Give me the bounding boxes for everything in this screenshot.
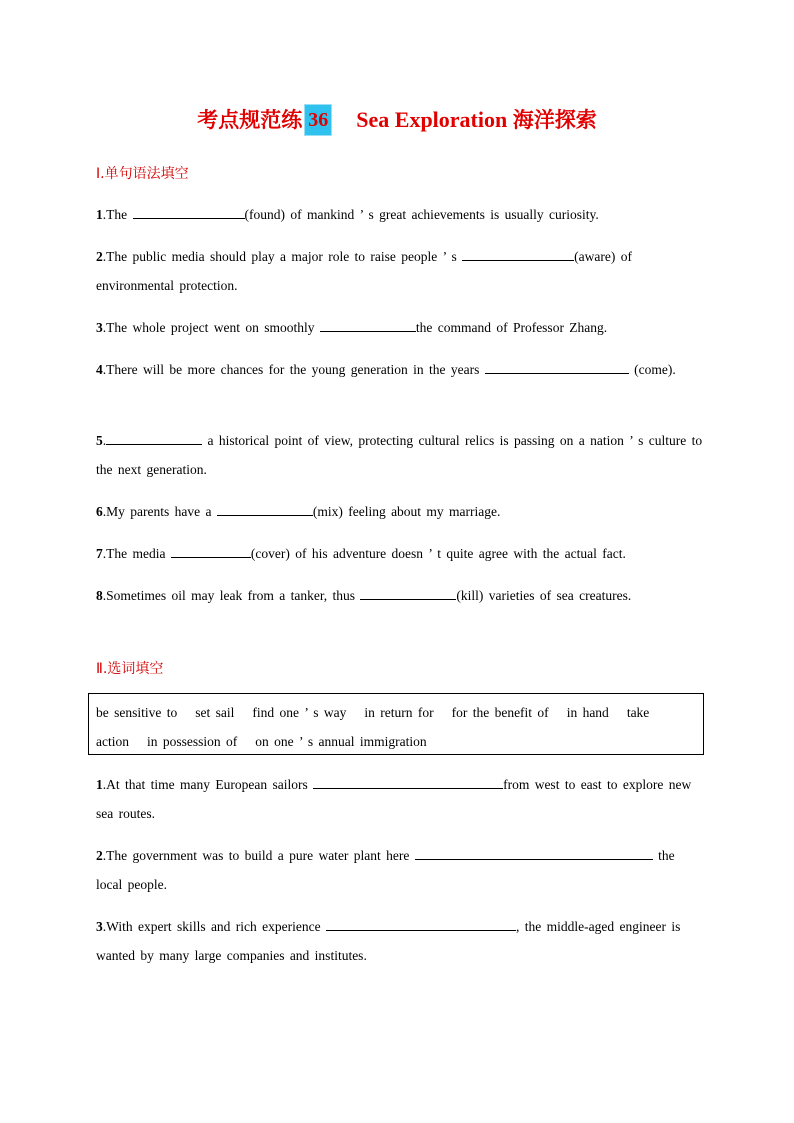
question-text: .My parents have a [102, 504, 217, 519]
question-text: .There will be more chances for the young generation in the years [102, 362, 485, 377]
question-number: 6 [96, 504, 103, 519]
word-bank-item: be sensitive to [96, 705, 178, 720]
question-text: .The government was to build a pure water plant here [102, 848, 415, 863]
question-number: 8 [96, 588, 103, 603]
choice-question-2 [96, 841, 706, 899]
question-text: (cover) of his adventure doesn ’ t quite agree with the actual fact. [250, 546, 626, 561]
question-number: 2 [96, 848, 103, 863]
page-title [0, 104, 794, 136]
question-text: .At that time many European sailors [102, 777, 314, 792]
question-number: 2 [96, 249, 103, 264]
question-number: 3 [96, 919, 103, 934]
answer-blank[interactable] [415, 845, 653, 860]
question-number: 4 [96, 362, 103, 377]
question-number: 1 [96, 777, 103, 792]
word-bank-item: find one ’ s way [252, 705, 347, 720]
question-7 [96, 539, 706, 568]
answer-blank[interactable] [326, 916, 516, 931]
answer-blank[interactable] [171, 543, 251, 558]
answer-blank[interactable] [462, 246, 574, 261]
question-number: 1 [96, 207, 103, 222]
question-number: 3 [96, 320, 103, 335]
question-text: . [102, 433, 107, 448]
section-heading-grammar: Ⅰ.单句语法填空 [96, 166, 189, 182]
word-bank-item: for the benefit of [451, 705, 549, 720]
answer-blank[interactable] [106, 430, 202, 445]
word-bank-item: in hand [566, 705, 609, 720]
title-en: Sea Exploration [356, 107, 508, 132]
answer-blank[interactable] [133, 204, 245, 219]
question-text: .The public media should play a major role to raise people ’ s [102, 249, 463, 264]
choice-question-1 [96, 770, 706, 828]
choice-question-3 [96, 912, 706, 970]
word-bank-item: take action [96, 705, 650, 749]
title-number-badge: 36 [304, 104, 332, 136]
title-cn-suffix: 海洋探索 [512, 108, 597, 132]
word-bank-item: in return for [364, 705, 434, 720]
question-number: 5 [96, 433, 103, 448]
question-6 [96, 497, 706, 526]
question-5 [96, 426, 706, 484]
question-text: (found) of mankind ’ s great achievements is usually curiosity. [244, 207, 599, 222]
word-bank-item: set sail [195, 705, 235, 720]
question-text: .The media [102, 546, 171, 561]
question-text: (mix) feeling about my marriage. [312, 504, 501, 519]
word-bank-item: in possession of [147, 734, 238, 749]
word-bank-box [88, 693, 704, 755]
question-text: from west to east to explore new sea routes. [96, 777, 692, 821]
question-text: (come). [628, 362, 676, 377]
question-text: .The [102, 207, 133, 222]
question-text: .With expert skills and rich experience [102, 919, 327, 934]
question-4 [96, 355, 706, 384]
question-text: a historical point of view, protecting cultural relics is passing on a nation ’ s culture to the next generation. [96, 433, 703, 477]
question-text: , the middle-aged engineer is wanted by many large companies and institutes. [96, 919, 681, 963]
section-heading-word-choice: Ⅱ.选词填空 [96, 661, 164, 677]
question-text: (aware) of environmental protection. [96, 249, 632, 293]
question-text: (kill) varieties of sea creatures. [456, 588, 632, 603]
word-bank-item: on one ’ s annual immigration [255, 734, 427, 749]
answer-blank[interactable] [485, 359, 629, 374]
question-number: 7 [96, 546, 103, 561]
question-text: .Sometimes oil may leak from a tanker, thus [102, 588, 361, 603]
answer-blank[interactable] [217, 501, 313, 516]
question-3 [96, 313, 706, 342]
answer-blank[interactable] [360, 585, 456, 600]
question-text: the command of Professor Zhang. [415, 320, 608, 335]
question-2 [96, 242, 706, 300]
question-text: .The whole project went on smoothly [102, 320, 320, 335]
question-8 [96, 581, 706, 610]
answer-blank[interactable] [313, 774, 503, 789]
question-text: the local people. [96, 848, 675, 892]
question-1 [96, 200, 706, 229]
answer-blank[interactable] [320, 317, 416, 332]
title-cn-prefix: 考点规范练 [197, 108, 303, 132]
